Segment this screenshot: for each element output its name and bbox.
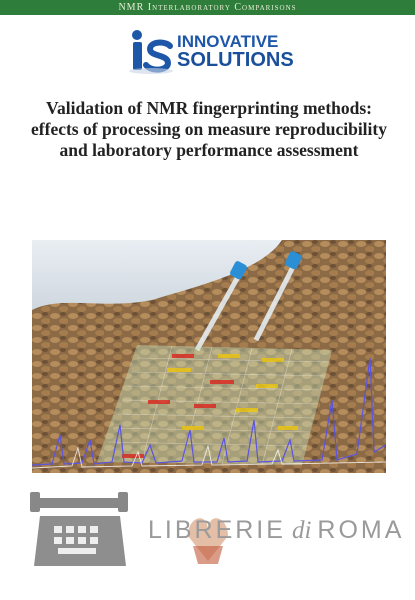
logo-line-2: SOLUTIONS [177, 49, 294, 71]
watermark-text [148, 516, 404, 545]
logo-line-1: INNOVATIVE [177, 32, 279, 51]
watermark-librerie: LIBRERIE [148, 516, 286, 544]
publisher-logo [126, 27, 296, 75]
title-line-2: effects of processing on measure reproducibility [31, 119, 387, 139]
typewriter-icon [28, 486, 133, 576]
title-line-3: and laboratory performance assessment [59, 140, 359, 160]
data-grid [97, 345, 332, 465]
watermark-di: di [291, 517, 312, 544]
series-title: NMR Interlaboratory Comparisons [118, 2, 297, 13]
cover-illustration [32, 240, 386, 473]
watermark [28, 486, 405, 576]
book-title [24, 98, 394, 161]
watermark-roma: ROMA [317, 516, 405, 544]
is-logo-icon [126, 27, 176, 75]
cover-photo [32, 240, 386, 473]
title-line-1: Validation of NMR fingerprinting methods: [45, 98, 373, 118]
